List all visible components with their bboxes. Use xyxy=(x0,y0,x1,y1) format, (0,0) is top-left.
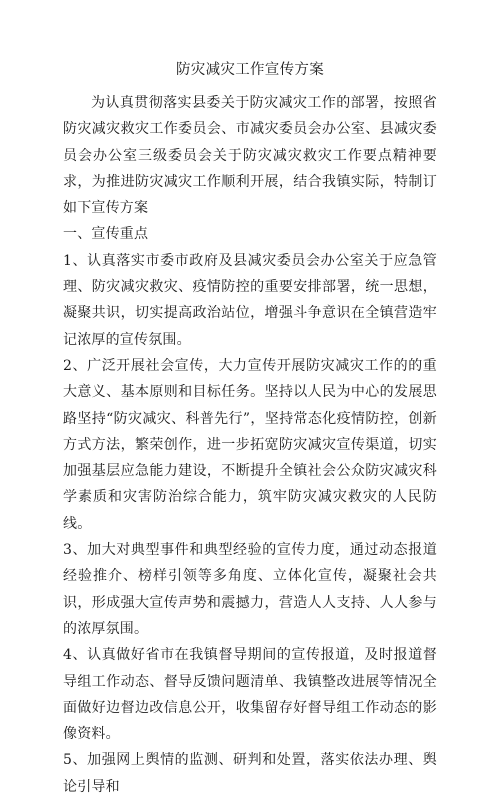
document-body xyxy=(63,90,437,800)
list-item-5: 5、加强网上舆情的监测、研判和处置，落实依法办理、舆论引导和 xyxy=(63,752,437,795)
list-item-4: 4、认真做好省市在我镇督导期间的宣传报道，及时报道督导组工作动态、督导反馈问题清单、我镇整改进展等情况全面做好边督边改信息公开，收集留存好督导组工作动态的影像资料。 xyxy=(63,647,437,743)
list-item-3: 3、加大对典型事件和典型经验的宣传力度，通过动态报道经验推介、榜样引领等多角度、立体化宣传，凝聚社会共识，形成强大宣传声势和震撼力，营造人人支持、人人参与的浓厚氛围。 xyxy=(63,542,437,637)
list-item-1: 1、认真落实市委市政府及县减灾委员会办公室关于应急管理、防灾减灾救灾、疫情防控的重要安排部署，统一思想，凝聚共识，切实提高政治站位，增强斗争意识在全镇营造牢记浓厚的宣传氛围。 xyxy=(63,252,437,348)
section-heading: 一、宣传重点 xyxy=(63,226,149,243)
list-item-2: 2、广泛开展社会宣传，大力宣传开展防灾减灾工作的的重大意义、基本原则和目标任务。坚持以人民为中心的发展思路坚持“防灾减灾、科普先行”，坚持常态化疫情防控，创新方式方法，繁荣创作，进一步拓宽防灾减灾宣传渠道，切实加强基层应急能力建设，不断提升全镇社会公众防灾减灾科学素质和灾害防治综合能力，筑牢防灾减灾救灾的人民防线。 xyxy=(63,357,437,532)
document-title: 防灾减灾工作宣传方案 xyxy=(176,62,324,78)
intro-paragraph: 为认真贯彻落实县委关于防灾减灾工作的部署，按照省防灾减灾救灾工作委员会、市减灾委员会办公室、县减灾委员会办公室三级委员会关于防灾减灾救灾工作要点精神要求，为推进防灾减灾工作顺利开展，结合我镇实际，特制订如下宣传方案 xyxy=(63,95,437,217)
